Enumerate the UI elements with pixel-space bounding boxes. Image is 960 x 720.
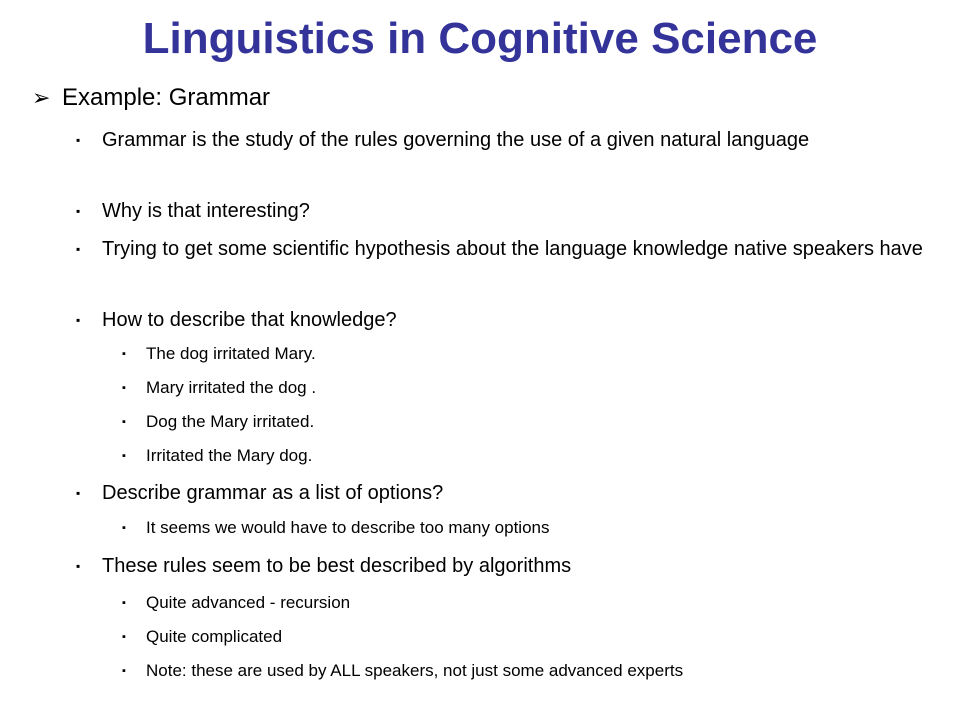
square-bullet-icon: ▪ [76, 313, 81, 327]
list-item [76, 234, 946, 264]
sub-list-item-text: Quite advanced - recursion [146, 593, 351, 612]
sub-list-item [122, 407, 942, 437]
square-bullet-icon: ▪ [122, 416, 126, 428]
square-bullet-icon: ▪ [122, 348, 126, 360]
square-bullet-icon: ▪ [122, 631, 126, 643]
list-item [76, 551, 946, 581]
slide-title: Linguistics in Cognitive Science [142, 14, 818, 63]
sub-list-item [122, 373, 942, 403]
square-bullet-icon: ▪ [122, 597, 126, 609]
sub-list-item-text: The dog irritated Mary. [146, 344, 316, 363]
sub-list-item [122, 656, 942, 686]
sub-list-item [122, 588, 942, 618]
square-bullet-icon: ▪ [76, 204, 81, 218]
heading-text: Example: Grammar [62, 84, 271, 111]
list-item-text: Describe grammar as a list of options? [102, 482, 444, 504]
square-bullet-icon: ▪ [122, 665, 126, 677]
sub-list-item-text: Quite complicated [146, 627, 283, 646]
square-bullet-icon: ▪ [76, 133, 81, 147]
square-bullet-icon: ▪ [76, 559, 81, 573]
list-item [76, 305, 946, 335]
square-bullet-icon: ▪ [122, 450, 126, 462]
sub-list-item-text: Mary irritated the dog . [146, 378, 317, 397]
sub-list-item-text: It seems we would have to describe too many options [146, 518, 550, 537]
list-item-text: How to describe that knowledge? [102, 309, 397, 331]
list-item-text: Grammar is the study of the rules governing the use of a given natural language [102, 129, 810, 151]
sub-list-item-text: Dog the Mary irritated. [146, 412, 315, 431]
list-item-text: These rules seem to be best described by algorithms [102, 555, 572, 577]
sub-list-item-text: Irritated the Mary dog. [146, 446, 313, 465]
square-bullet-icon: ▪ [76, 486, 81, 500]
square-bullet-icon: ▪ [122, 382, 126, 394]
square-bullet-icon: ▪ [76, 242, 81, 256]
square-bullet-icon: ▪ [122, 522, 126, 534]
sub-list-item [122, 622, 942, 652]
list-item-text: Why is that interesting? [102, 200, 310, 222]
list-item [76, 196, 946, 226]
sub-list-item [122, 339, 942, 369]
list-item [76, 125, 946, 155]
list-item [76, 478, 946, 508]
sub-list-item-text: Note: these are used by ALL speakers, not just some advanced experts [146, 661, 684, 680]
sub-list-item [122, 513, 942, 543]
list-item-text: Trying to get some scientific hypothesis about the language knowledge native speakers have [102, 238, 923, 260]
arrow-bullet-icon: ➢ [32, 85, 51, 110]
sub-list-item [122, 441, 942, 471]
